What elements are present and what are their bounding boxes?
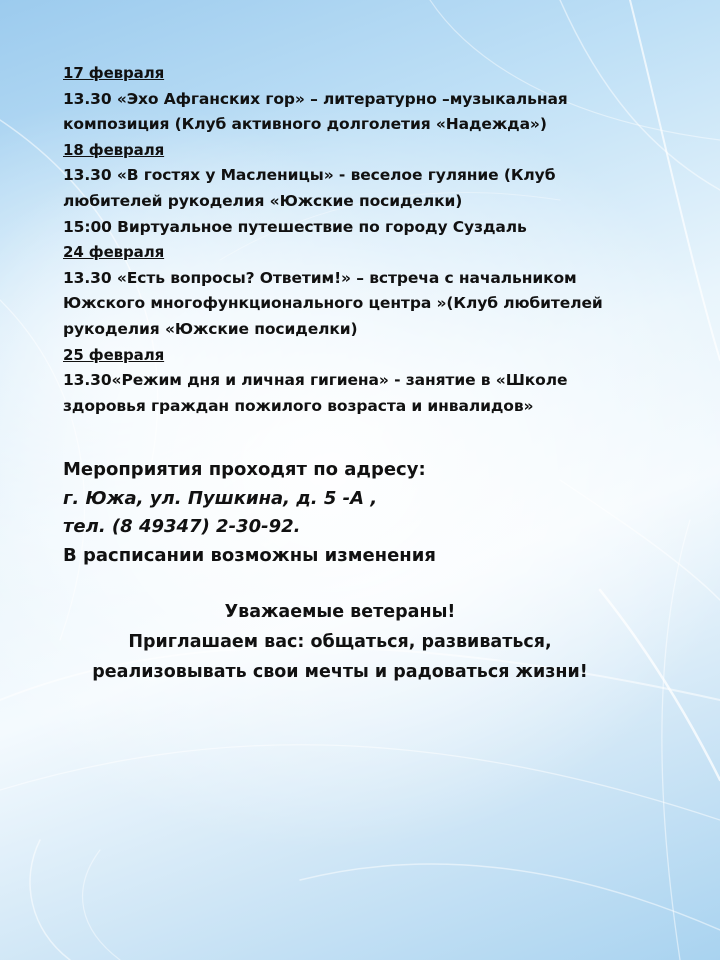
address-phone: тел. (8 49347) 2-30-92.	[63, 516, 301, 537]
appeal-invitation: Приглашаем вас: общаться, развиваться,	[128, 632, 552, 652]
veterans-appeal	[40, 597, 640, 687]
schedule-event-line: 15:00 Виртуальное путешествие по городу Суздаль	[63, 217, 527, 236]
schedule-event-line: композиция (Клуб активного долголетия «Надежда»)	[63, 115, 547, 134]
event-schedule	[63, 61, 663, 419]
schedule-day	[63, 138, 663, 240]
schedule-day	[63, 343, 663, 420]
address-heading: Мероприятия проходят по адресу:	[63, 459, 426, 480]
venue-address	[63, 456, 623, 570]
schedule-event-line: любителей рукоделия «Южские посиделки)	[63, 191, 463, 210]
schedule-date: 24 февраля	[63, 243, 165, 262]
schedule-day	[63, 61, 663, 138]
schedule-event-line: 13.30 «Эхо Афганских гор» – литературно –музыкальная	[63, 89, 568, 108]
schedule-event-line: 13.30«Режим дня и личная гигиена» - занятие в «Школе	[63, 371, 568, 390]
schedule-change-note: В расписании возможны изменения	[63, 544, 436, 566]
appeal-greeting: Уважаемые ветераны!	[224, 602, 456, 622]
schedule-day	[63, 240, 663, 342]
schedule-date: 25 февраля	[63, 345, 165, 364]
address-street: г. Южа, ул. Пушкина, д. 5 -А ,	[63, 487, 378, 509]
appeal-invitation-continued: реализовывать свои мечты и радоваться жизни!	[92, 662, 588, 682]
schedule-event-line: Южского многофункционального центра »(Клуб любителей	[63, 294, 603, 313]
schedule-event-line: рукоделия «Южские посиделки)	[63, 319, 358, 338]
schedule-event-line: 13.30 «Есть вопросы? Ответим!» – встреча с начальником	[63, 268, 577, 287]
schedule-event-line: 13.30 «В гостях у Масленицы» - веселое гуляние (Клуб	[63, 166, 556, 185]
schedule-date: 18 февраля	[63, 140, 165, 159]
schedule-event-line: здоровья граждан пожилого возраста и инвалидов»	[63, 396, 534, 415]
schedule-date: 17 февраля	[63, 64, 165, 82]
